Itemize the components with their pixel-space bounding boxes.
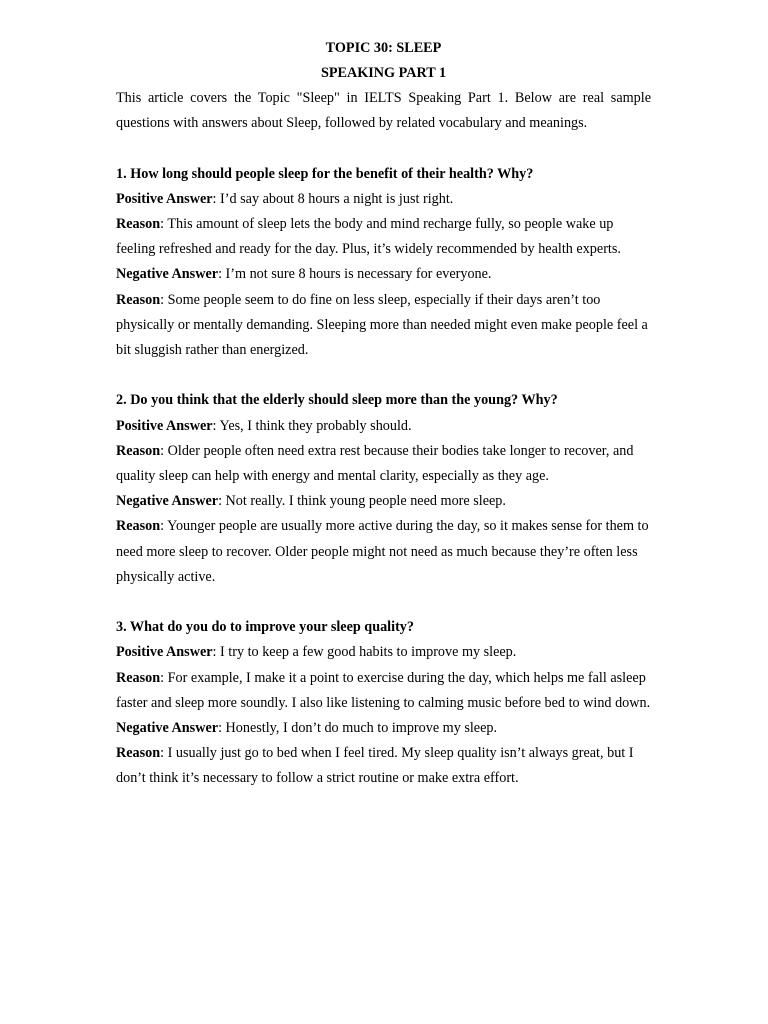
positive-reason-text: : Older people often need extra rest because their bodies take longer to recover, and quality sleep can help with energy and mental clarity, especially as they age. bbox=[116, 442, 634, 485]
negative-answer-text: : Honestly, I don’t do much to improve my sleep. bbox=[218, 720, 498, 737]
positive-answer bbox=[116, 640, 651, 665]
question-text: 1. How long should people sleep for the benefit of their health? Why? bbox=[116, 165, 534, 182]
document-page bbox=[116, 36, 651, 792]
negative-reason-text: : Younger people are usually more active during the day, so it makes sense for them to need more sleep to recover. Older people might not need as much because they’re often less physically active. bbox=[116, 518, 649, 585]
negative-reason bbox=[116, 288, 651, 364]
question-text: 3. What do you do to improve your sleep quality? bbox=[116, 619, 414, 636]
positive-answer-label: Positive Answer bbox=[116, 417, 213, 434]
reason-label: Reason bbox=[116, 669, 161, 686]
negative-reason-text: : Some people seem to do fine on less sleep, especially if their days aren’t too physically or mentally demanding. Sleeping more than needed might even make people feel a bit sluggish rather than energized. bbox=[116, 291, 648, 359]
reason-label: Reason bbox=[116, 442, 161, 459]
negative-answer-label: Negative Answer bbox=[116, 266, 219, 283]
positive-answer-label: Positive Answer bbox=[116, 190, 213, 207]
negative-answer bbox=[116, 489, 651, 514]
negative-answer-text: : I’m not sure 8 hours is necessary for everyone. bbox=[218, 266, 492, 283]
negative-answer-label: Negative Answer bbox=[116, 720, 219, 737]
negative-reason-text: : I usually just go to bed when I feel tired. My sleep quality isn’t always great, but I don’t think it’s necessary to follow a strict routine or make extra effort. bbox=[116, 745, 634, 787]
reason-label: Reason bbox=[116, 518, 161, 535]
reason-label: Reason bbox=[116, 291, 161, 308]
positive-reason bbox=[116, 666, 651, 716]
positive-answer-text: : Yes, I think they probably should. bbox=[212, 417, 412, 434]
positive-reason bbox=[116, 212, 651, 262]
negative-answer bbox=[116, 262, 651, 287]
negative-answer-label: Negative Answer bbox=[116, 493, 219, 510]
intro-paragraph: This article covers the Topic "Sleep" in IELTS Speaking Part 1. Below are real sample questions with answers about Sleep, followed by related vocabulary and meanings. bbox=[116, 90, 651, 132]
question-text: 2. Do you think that the elderly should sleep more than the young? Why? bbox=[116, 392, 558, 409]
question-block-2 bbox=[116, 388, 651, 590]
document-subtitle: SPEAKING PART 1 bbox=[320, 65, 447, 81]
positive-answer-text: : I try to keep a few good habits to improve my sleep. bbox=[212, 644, 517, 661]
positive-reason-text: : This amount of sleep lets the body and mind recharge fully, so people wake up feeling refreshed and ready for the day. Plus, it’s widely recommended by health experts. bbox=[116, 216, 621, 258]
question-block-1 bbox=[116, 162, 651, 364]
reason-label: Reason bbox=[116, 216, 161, 232]
negative-answer bbox=[116, 716, 651, 741]
negative-reason bbox=[116, 514, 651, 590]
positive-reason bbox=[116, 439, 651, 489]
positive-answer-text: : I’d say about 8 hours a night is just right. bbox=[212, 190, 454, 207]
negative-reason bbox=[116, 741, 651, 791]
reason-label: Reason bbox=[116, 745, 161, 762]
positive-answer bbox=[116, 414, 651, 439]
positive-answer bbox=[116, 187, 651, 212]
document-title: TOPIC 30: SLEEP bbox=[325, 40, 442, 56]
negative-answer-text: : Not really. I think young people need more sleep. bbox=[218, 493, 506, 510]
positive-answer-label: Positive Answer bbox=[116, 644, 213, 661]
positive-reason-text: : For example, I make it a point to exercise during the day, which helps me fall asleep faster and sleep more soundly. I also like listening to calming music before bed to wind down. bbox=[116, 669, 651, 711]
question-block-3 bbox=[116, 615, 651, 791]
